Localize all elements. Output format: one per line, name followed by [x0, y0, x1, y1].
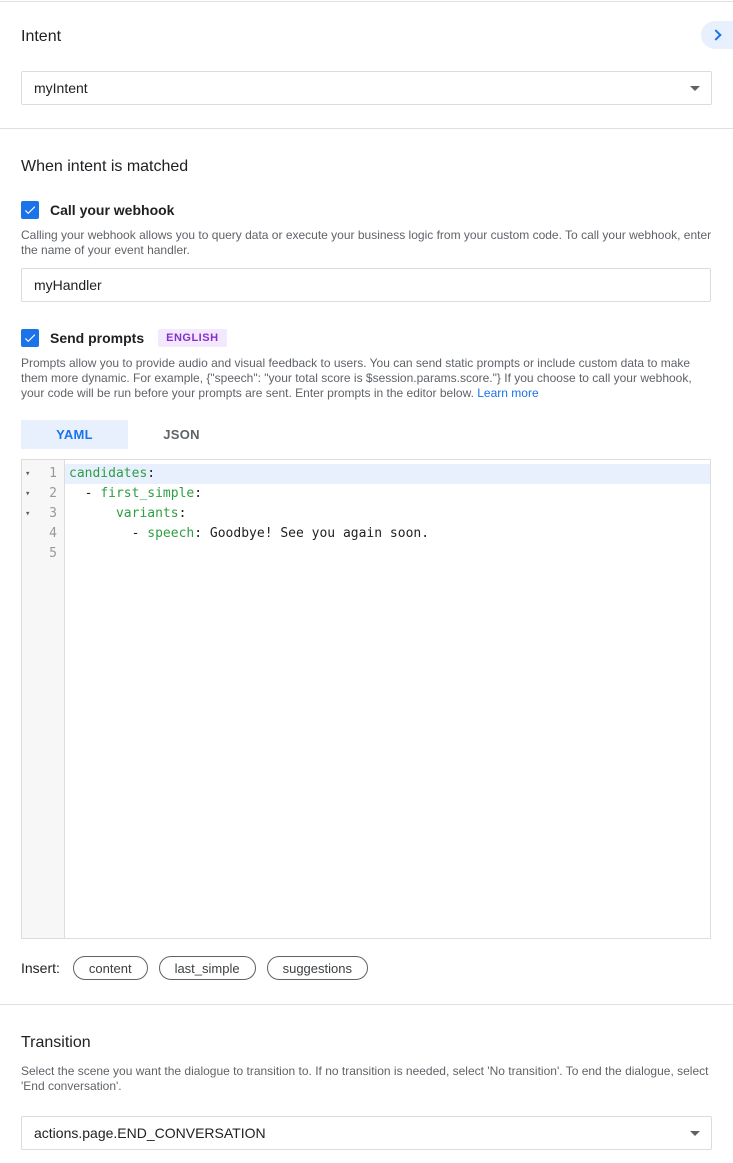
transition-section-title: Transition	[21, 1034, 91, 1051]
insert-chip-content[interactable]: content	[73, 956, 148, 980]
fold-arrow-icon[interactable]: ▾	[25, 489, 31, 499]
code-editor-lines	[22, 460, 710, 564]
intent-panel-title: Intent	[21, 28, 62, 45]
section-divider	[0, 1004, 733, 1005]
line-number: 3	[49, 506, 57, 521]
checkmark-icon	[23, 203, 37, 217]
yaml-plain-token: : Goodbye! See you again soon.	[194, 526, 430, 541]
insert-label: Insert:	[21, 960, 60, 976]
transition-select[interactable]	[21, 1116, 712, 1150]
line-number: 4	[49, 526, 57, 541]
line-gutter-cell[interactable]	[22, 484, 65, 504]
panel-collapse-button[interactable]	[701, 21, 733, 49]
tab-yaml[interactable]: YAML	[21, 420, 128, 449]
webhook-check-row	[21, 201, 712, 219]
code-line[interactable]	[65, 504, 710, 524]
intent-select[interactable]	[21, 71, 712, 105]
yaml-key-token: first_simple	[100, 486, 195, 501]
line-number: 1	[49, 466, 57, 481]
code-editor-row	[22, 484, 710, 504]
yaml-plain-token: -	[69, 486, 101, 501]
transition-description: Select the scene you want the dialogue to transition to. If no transition is needed, select 'No transition'. To end the dialogue, select 'End conversation'.	[21, 1064, 709, 1093]
code-line[interactable]	[65, 464, 710, 484]
yaml-plain-token: :	[178, 506, 187, 521]
insert-chip-suggestions[interactable]: suggestions	[267, 956, 368, 980]
line-gutter-cell[interactable]	[22, 464, 65, 484]
language-badge: ENGLISH	[158, 329, 226, 347]
insert-row	[21, 956, 712, 980]
insert-chip-last-simple[interactable]: last_simple	[159, 956, 256, 980]
transition-select-value: actions.page.END_CONVERSATION	[34, 1125, 266, 1141]
section-divider	[0, 128, 733, 129]
code-line[interactable]	[65, 524, 710, 544]
line-gutter-cell[interactable]	[22, 544, 65, 564]
line-gutter-cell[interactable]	[22, 524, 65, 544]
prompts-code-editor[interactable]	[21, 459, 711, 939]
yaml-plain-token: :	[147, 466, 156, 481]
prompts-description-text: Prompts allow you to provide audio and visual feedback to users. You can send static prompts or include custom data to make them more dynamic. For example, {"speech": "your total score is $session.params.score."} If you choose to call your webhook, your code will be run before your prompts are sent. Enter prompts in the editor below.	[21, 356, 692, 400]
intent-select-value: myIntent	[34, 80, 88, 96]
checkmark-icon	[23, 331, 37, 345]
matched-section-title: When intent is matched	[21, 158, 189, 175]
yaml-key-token: variants	[115, 506, 179, 521]
line-gutter-cell[interactable]	[22, 504, 65, 524]
code-line[interactable]	[65, 484, 710, 504]
caret-down-icon	[690, 86, 700, 91]
yaml-plain-token: :	[194, 486, 203, 501]
line-number: 5	[49, 546, 57, 561]
yaml-plain-token	[69, 506, 116, 521]
fold-arrow-icon[interactable]: ▾	[25, 469, 31, 479]
fold-arrow-icon[interactable]: ▾	[25, 509, 31, 519]
prompts-description	[21, 356, 712, 401]
yaml-key-token: candidates	[69, 466, 148, 481]
yaml-key-token: speech	[147, 526, 195, 541]
prompts-checkbox[interactable]	[21, 329, 39, 347]
caret-down-icon	[690, 1131, 700, 1136]
yaml-plain-token: -	[69, 526, 148, 541]
chevron-right-icon	[710, 29, 721, 40]
code-editor-row	[22, 524, 710, 544]
line-number: 2	[49, 486, 57, 501]
code-editor-row	[22, 504, 710, 524]
webhook-description: Calling your webhook allows you to query data or execute your business logic from your custom code. To call your webhook, enter the name of your event handler.	[21, 228, 712, 257]
editor-format-tabs	[21, 420, 712, 449]
code-editor-row	[22, 464, 710, 484]
intent-header	[0, 2, 733, 46]
tab-json[interactable]: JSON	[163, 427, 200, 442]
prompts-checkbox-label: Send prompts	[50, 330, 145, 346]
prompts-check-row	[21, 329, 712, 347]
code-editor-row	[22, 544, 710, 564]
learn-more-link[interactable]: Learn more	[477, 386, 539, 400]
handler-name-input[interactable]	[21, 268, 711, 302]
webhook-checkbox-label: Call your webhook	[50, 202, 175, 218]
code-line[interactable]	[65, 544, 710, 564]
webhook-checkbox[interactable]	[21, 201, 39, 219]
